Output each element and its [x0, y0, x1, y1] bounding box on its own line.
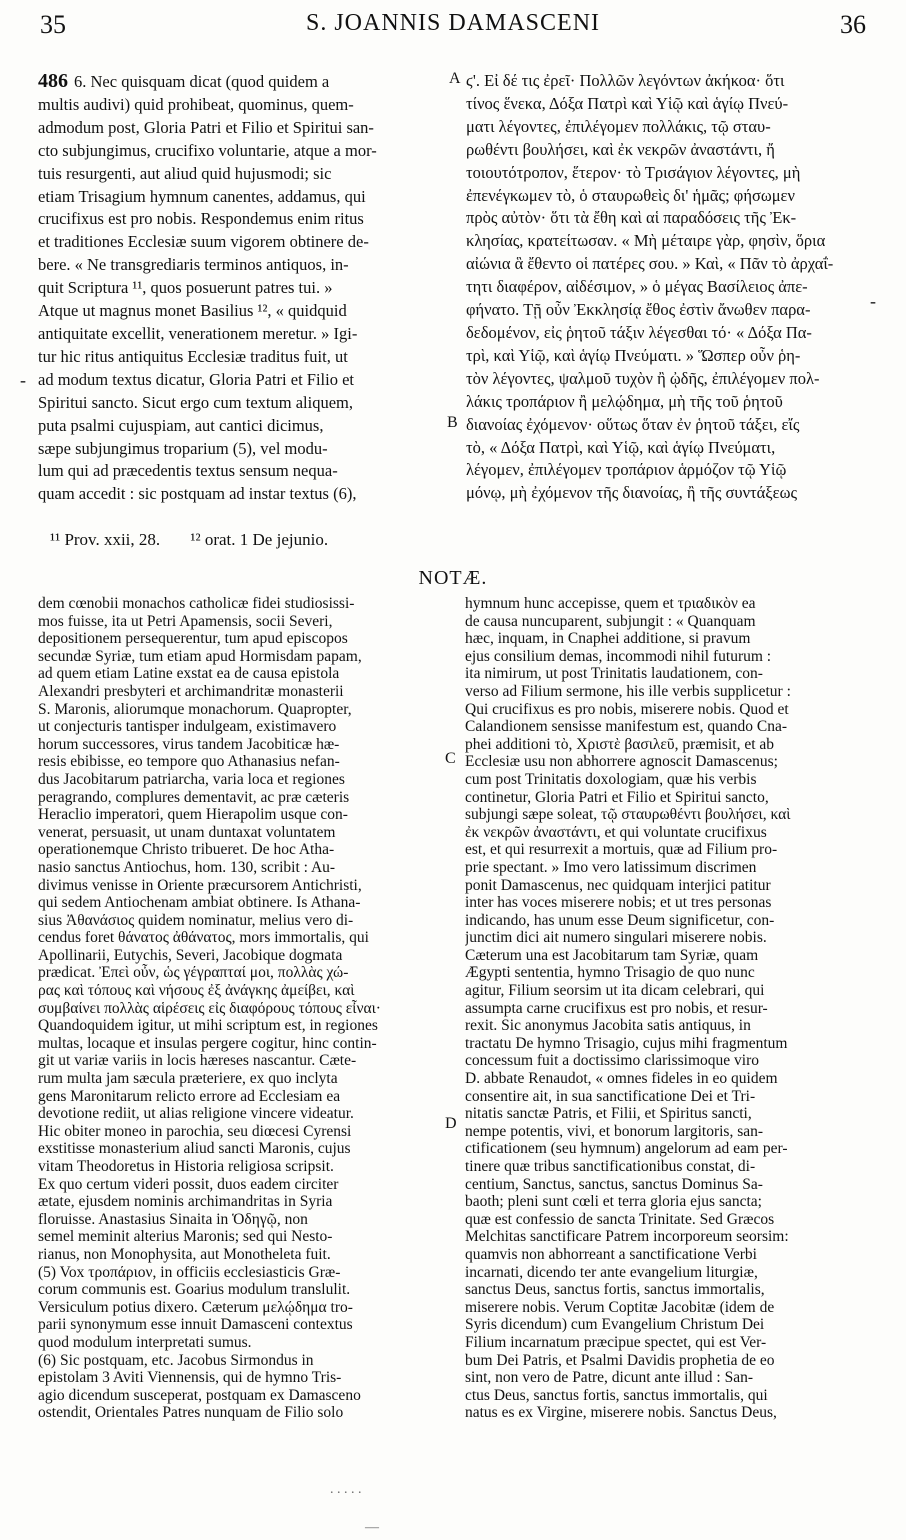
- note-line: ostendit, Orientales Patres nunquam de Filio solo: [38, 1404, 344, 1422]
- note-line: semel meminit alterius Maronis; sed qui Nesto-: [38, 1228, 333, 1246]
- text-line: quit Scriptura ¹¹, quos posuerunt patres tui. »: [38, 278, 333, 298]
- note-line: rum multa jam sæcula præteriere, ex quo inclyta: [38, 1070, 338, 1088]
- note-line: sanctus Deus, sanctus fortis, sanctus immortalis,: [465, 1281, 765, 1299]
- text-line: δεδομένον, εἰς ῥητοῦ τάξιν λέγεσθαι τό· « Δόξα Πα-: [466, 322, 812, 342]
- notes-left-column: [38, 595, 443, 1422]
- note-line: prie spectant. » Imo vero latissimum discrimen: [465, 858, 757, 876]
- note-line: divimus venisse in Oriente præcursorem Antichristi,: [38, 876, 362, 894]
- note-line: sius Ἀθανάσιος quidem nominatur, melius vero di-: [38, 911, 354, 929]
- text-line: ματι λέγοντες, ἐπιλέγομεν πολλάκις, τῷ σταυ-: [466, 116, 771, 136]
- note-line: Hic obiter moneo in parochia, seu diœcesi Cyrensi: [38, 1122, 352, 1140]
- note-line: agitur, Filium seorsim ut ita dicam celebrari, qui: [465, 982, 765, 1000]
- note-line: ita nimirum, ut post Trinitatis laudationem, con-: [465, 665, 763, 683]
- note-line: prædicat. Ἐπεὶ οὖν, ὡς γέγραπταί μοι, πολλὰς χώ-: [38, 964, 349, 982]
- footnote: ¹¹ Prov. xxii, 28.: [50, 530, 161, 549]
- note-line: mos fuisse, ita ut Petri Apamensis, socii Severi,: [38, 612, 333, 630]
- note-line: multas, locaque et insulas pergere cogitur, hinc contin-: [38, 1034, 377, 1052]
- text-line: Spiritui sancto. Sicut ergo cum textum aliquem,: [38, 392, 353, 412]
- footnote: ¹² orat. 1 De jejunio.: [190, 530, 329, 549]
- note-line: hymnum hunc accepisse, quem et τριαδικὸν ea: [465, 595, 756, 612]
- text-line: λέγομεν, ἐπιλέγομεν τροπάριον ἁρμόζον τῷ Υἱῷ: [466, 460, 787, 480]
- note-line: Syris dicendum) cum Evangelium Christum Dei: [465, 1316, 765, 1334]
- note-line: cum post Trinitatis doxologiam, quæ his verbis: [465, 770, 757, 788]
- note-line: ejus consilium demas, incommodi nihil futurum :: [465, 647, 772, 665]
- note-line: centium, Sanctus, sanctus, sanctus Dominus Sa-: [465, 1175, 763, 1193]
- note-line: est, et qui resurrexit a mortuis, quæ ad Filium pro-: [465, 841, 778, 859]
- text-line: μόνῳ, μὴ ἐχόμενον τῆς διανοίας, ἢ τῆς συντάξεως: [466, 483, 797, 503]
- note-line: git ut variæ variis in locis hæreses nascantur. Cæte-: [38, 1052, 357, 1070]
- right-page-number: 36: [840, 10, 866, 39]
- text-line: cto subjungimus, crucifixo voluntarie, atque a mor-: [38, 140, 377, 160]
- text-line: tuis resurgenti, aut aliud quid hujusmodi; sic: [38, 163, 332, 183]
- note-line: Filium incarnatum præcipue spectet, qui est Ver-: [465, 1333, 767, 1351]
- note-line: ἐκ νεκρῶν ἀναστάντι, et qui voluntate crucifixus: [465, 823, 767, 841]
- note-line: operationemque Christo tribueret. De hoc Atha-: [38, 841, 335, 859]
- margin-letter-a: A: [449, 70, 461, 87]
- note-line: ctificationem (seu hymnum) angelorum ad eam per-: [465, 1140, 788, 1158]
- text-line: τὸν λέγοντες, ψαλμοῦ τυχὸν ἢ ᾠδῆς, ἐπιλέγομεν πολ-: [466, 368, 820, 388]
- notes-heading: NOTÆ.: [418, 567, 488, 589]
- note-line: devotione rediit, ut alias religione vincere videatur.: [38, 1105, 354, 1123]
- note-line: indicando, has unum esse Deum significetur, con-: [465, 911, 775, 929]
- note-line: ut conjecturis tantisper indulgeam, existimavero: [38, 718, 337, 736]
- note-line: corum communis est. Goarius modulum translulit.: [38, 1281, 351, 1299]
- note-line: Ecclesiæ usu non abhorrere agnoscit Damascenus;: [465, 753, 778, 771]
- text-line: διανοίας ἐχόμενον· οὕτως ὅταν ἐν ῥητοῦ τάξει, εἴς: [466, 414, 800, 434]
- note-line: inter has voces miserere nobis; et ut tres personas: [465, 894, 772, 912]
- note-line: Versiculum potius dixero. Cæterum μελῴδημα tro-: [38, 1298, 353, 1316]
- note-line: resis ebibisse, eo tempore quo Athanasius nefan-: [38, 753, 340, 771]
- text-line: multis audivi) quid prohibeat, quominus, quem-: [38, 94, 354, 114]
- note-line: concessum fuit a doctissimo clarissimoque viro: [465, 1052, 760, 1070]
- note-line: agio dicendum susceperat, postquam ex Damasceno: [38, 1386, 361, 1404]
- note-line: quamvis non abhorreant a sanctificatione Verbi: [465, 1245, 757, 1263]
- note-line: (6) Sic postquam, etc. Jacobus Sirmondus in: [38, 1351, 314, 1369]
- margin-dash: -: [870, 291, 876, 311]
- note-line: floruisse. Anastasius Sinaita in Ὁδηγῷ, non: [38, 1210, 308, 1228]
- note-line: exstitisse monasterium aliud sancti Maronis, cujus: [38, 1140, 351, 1158]
- margin-dash: -: [20, 370, 26, 390]
- note-line: quæ est confessio de sancta Trinitate. Sed Græcos: [465, 1210, 775, 1228]
- text-line: ἐπενέγκωμεν τὸ, ὁ σταυρωθεὶς δι' ἡμᾶς; φήσωμεν: [466, 185, 795, 205]
- note-line: ad quem etiam Latine exstat ea de causa epistola: [38, 665, 340, 683]
- text-line: crucifixus est pro nobis. Respondemus enim ritus: [38, 209, 364, 229]
- text-line: πρὸς αὐτὸν· ὅτι τὰ ἔθη καὶ αἱ παραδόσεις τῆς Ἐκ-: [466, 208, 797, 228]
- note-line: Ægypti sententia, hymno Trisagio de quo nunc: [465, 964, 755, 982]
- note-line: ρας καὶ τόπους καὶ νήσους ἐξ ἀνάγκης ἀμείβει, καὶ: [38, 982, 355, 1000]
- text-line: admodum post, Gloria Patri et Filio et Spiritui san-: [38, 117, 374, 137]
- note-line: subjungi sæpe soleat, τῷ σταυρωθέντι βουλήσει, καὶ: [465, 806, 791, 824]
- note-line: depositionem persequerentur, tum apud episcopos: [38, 630, 348, 648]
- note-line: continetur, Gloria Patri et Filio et Spiritui sancto,: [465, 788, 769, 806]
- note-line: de causa nuncuparent, subjungit : « Quanquam: [465, 612, 756, 630]
- note-line: peragrando, complures dementavit, ac præ cæteris: [38, 788, 350, 806]
- note-line: sint, non vero de Patre, dicunt ante illud : San-: [465, 1369, 753, 1387]
- text-line: lum qui ad præcedentis textus sensum nequa-: [38, 461, 338, 481]
- text-line: τητι διαφέρον, αἰδέσιμον, » ὁ μέγας Βασίλειος ἀπε-: [466, 277, 808, 297]
- note-line: dus Jacobitarum patriarcha, varia loca et regiones: [38, 770, 345, 788]
- text-line: φήνατο. Τῇ οὖν Ἐκκλησίᾳ ἔθος ἐστὶν ἄνωθεν παρα-: [466, 300, 811, 320]
- text-line: bere. « Ne transgrediaris terminos antiquos, in-: [38, 255, 349, 275]
- text-line: tur hic ritus antiquitus Ecclesiæ traditus fuit, ut: [38, 346, 348, 366]
- note-line: D. abbate Renaudot, « omnes fideles in eo quidem: [465, 1070, 778, 1088]
- notes-right-column: [465, 595, 870, 1422]
- text-line: quam accedit : sic postquam ad instar textus (6),: [38, 484, 357, 504]
- note-line: natus es ex Virgine, miserere nobis. Sanctus Deus,: [465, 1404, 777, 1422]
- footnotes: [50, 530, 354, 550]
- note-line: nasio sanctus Antiochus, hom. 130, scribit : Au-: [38, 858, 336, 876]
- text-line: αἰώνια ἃ ἔθεντο οἱ πατέρες σου. » Καὶ, « Πᾶν τὸ ἀρχαΐ-: [466, 254, 834, 274]
- note-line: Alexandri presbyteri et archimandritæ monasterii: [38, 682, 344, 700]
- left-page-number: 35: [40, 10, 66, 39]
- note-line: Apollinarii, Eutychis, Severi, Jacobique dogmata: [38, 946, 343, 964]
- note-line: ctus Deus, sanctus fortis, sanctus immortalis, qui: [465, 1386, 768, 1404]
- note-line: miserere nobis. Verum Coptitæ Jacobitæ (idem de: [465, 1298, 775, 1316]
- note-line: parii synonymum esse innuit Damasceni contextus: [38, 1316, 353, 1334]
- note-line: ponit Damascenus, nec quidquam interjici patitur: [465, 876, 771, 894]
- note-line: epistolam 3 Aviti Viennensis, qui de hymno Tris-: [38, 1369, 342, 1387]
- text-line: etiam Trisagium hymnum canentes, addamus, qui: [38, 186, 366, 206]
- note-line: verso ad Filium sermone, his ille verbis supplicetur :: [465, 682, 791, 700]
- note-line: rianus, non Monophysita, aut Monotheleta fuit.: [38, 1245, 331, 1263]
- text-line: antiquitate excellit, venerationem meretur. » Igi-: [38, 323, 358, 343]
- note-line: rexit. Sic anonymus Jacobita satis antiquus, in: [465, 1017, 751, 1035]
- note-line: Quandoquidem igitur, ut mihi scriptum est, in regiones: [38, 1017, 378, 1035]
- note-line: gens Maronitarum relicto errore ad Ecclesiam ea: [38, 1087, 341, 1105]
- note-line: dem cœnobii monachos catholicæ fidei studiosissi-: [38, 595, 355, 612]
- note-line: consentire ait, in sua sanctificatione Dei et Tri-: [465, 1087, 756, 1105]
- greek-text-column: [466, 70, 871, 505]
- text-line: puta psalmi cujuspiam, aut cantici dicimus,: [38, 415, 324, 435]
- note-line: συμβαίνει πολλὰς αἱρέσεις εἰς διαφόρους τόπους εἶναι·: [38, 999, 381, 1017]
- margin-letter-b: B: [447, 414, 458, 431]
- text-line: Atque ut magnus monet Basilius ¹², « quidquid: [38, 301, 347, 321]
- text-line: τίνος ἕνεκα, Δόξα Πατρὶ καὶ Υἱῷ καὶ ἁγίῳ Πνεύ-: [466, 93, 789, 113]
- note-line: venerat, persuasit, ut unam duntaxat voluntatem: [38, 823, 336, 841]
- note-line: junctim dici ait numero singulari miserere nobis.: [465, 929, 767, 947]
- note-line: hæc, inquam, in Cnaphei additione, si pravum: [465, 630, 751, 648]
- note-line: (5) Vox τροπάριον, in officiis ecclesiasticis Græ-: [38, 1263, 341, 1281]
- note-line: Qui crucifixus es pro nobis, miserere nobis. Quod et: [465, 700, 789, 718]
- text-line: τὸ, « Δόξα Πατρὶ, καὶ Υἱῷ, καὶ ἁγίῳ Πνεύματι,: [466, 437, 776, 457]
- note-line: Ex quo certum videri possit, duos eadem circiter: [38, 1175, 339, 1193]
- note-line: ætate, ejusdem nominis archimandritas in Syria: [38, 1193, 333, 1211]
- text-line: κλησίας, κρατείτωσαν. « Μὴ μέταιρε γὰρ, φησὶν, ὅρια: [466, 231, 826, 251]
- note-line: S. Maronis, aliorumque monachorum. Quapropter,: [38, 700, 352, 718]
- note-line: nempe potentis, vivi, et bonorum largitoris, san-: [465, 1122, 764, 1140]
- note-line: Calandionem sensisse manifestum est, quando Cna-: [465, 718, 787, 736]
- text-line: τοιουτότροπον, ἕτερον· τὸ Τρισάγιον λέγοντες, μὴ: [466, 162, 801, 182]
- text-line: et traditiones Ecclesiæ suum vigorem obtinere de-: [38, 232, 369, 252]
- text-line: sæpe subjungimus troparium (5), vel modu-: [38, 438, 328, 458]
- note-line: tractatu De hymno Trisagio, cujus mihi fragmentum: [465, 1034, 788, 1052]
- note-line: Cæterum una est Jacobitarum tam Syriæ, quam: [465, 946, 759, 964]
- note-line: cendus foret θάνατος ἀθάνατος, mors immortalis, qui: [38, 929, 369, 947]
- note-line: vitam Theodoretus in Historia religiosa scripsit.: [38, 1158, 334, 1175]
- margin-letter-c: C: [445, 750, 456, 767]
- running-title: S. JOANNIS DAMASCENI: [305, 10, 601, 36]
- note-line: Melchitas sanctificare Patrem incorporeum seorsim:: [465, 1228, 789, 1246]
- margin-letter-d: D: [445, 1115, 457, 1132]
- text-line: 486 6. Nec quisquam dicat (quod quidem a: [38, 70, 330, 92]
- text-line: ϛ'. Εἰ δέ τις ἐρεῖ· Πολλῶν λεγόντων ἀκήκοα· ὅτι: [466, 71, 785, 90]
- note-line: quod modulum interpretati sumus.: [38, 1333, 252, 1351]
- text-line: ρωθέντι βουλήσει, καὶ ἐκ νεκρῶν ἀναστάντι, ἤ: [466, 139, 775, 159]
- print-artifact: —: [365, 1520, 379, 1535]
- text-line: λάκις τροπάριον ἢ μελῴδημα, μὴ τῆς τοῦ ῥητοῦ: [466, 391, 783, 411]
- note-line: secundæ Syriæ, tum etiam apud Hormisdam papam,: [38, 647, 362, 665]
- text-line: ad modum textus dicatur, Gloria Patri et Filio et: [38, 369, 354, 389]
- latin-text-column: [38, 70, 445, 506]
- page-header: [40, 10, 866, 50]
- note-line: Heraclio imperatori, quem Hierapolim usque con-: [38, 806, 348, 824]
- note-line: qui sedem Antiochenam ambiat obtinere. Is Athana-: [38, 894, 361, 912]
- note-line: assumpta carne crucifixus est pro nobis, et resur-: [465, 999, 768, 1017]
- note-line: phei additioni τὸ, Χριστὲ βασιλεῦ, præmisit, et ab: [465, 735, 775, 753]
- note-line: horum successores, virus tandem Jacobiticæ hæ-: [38, 735, 340, 753]
- text-line: τρὶ, καὶ Υἱῷ, καὶ ἁγίῳ Πνεύματι. » Ὥσπερ οὖν ῥη-: [466, 345, 801, 365]
- note-line: baoth; pleni sunt cœli et terra gloria ejus sancta;: [465, 1193, 762, 1211]
- note-line: bum Dei Patris, et Psalmi Davidis prophetia de eo: [465, 1351, 775, 1369]
- note-line: tinere quæ tribus sanctificationibus constat, di-: [465, 1158, 756, 1175]
- print-artifact: . . . . .: [330, 1482, 362, 1497]
- note-line: incarnati, dicendo ter ante evangelium liturgiæ,: [465, 1263, 758, 1281]
- note-line: nitatis sanctæ Patris, et Filii, et Spiritus sancti,: [465, 1105, 752, 1123]
- column-marker: 486: [38, 70, 68, 92]
